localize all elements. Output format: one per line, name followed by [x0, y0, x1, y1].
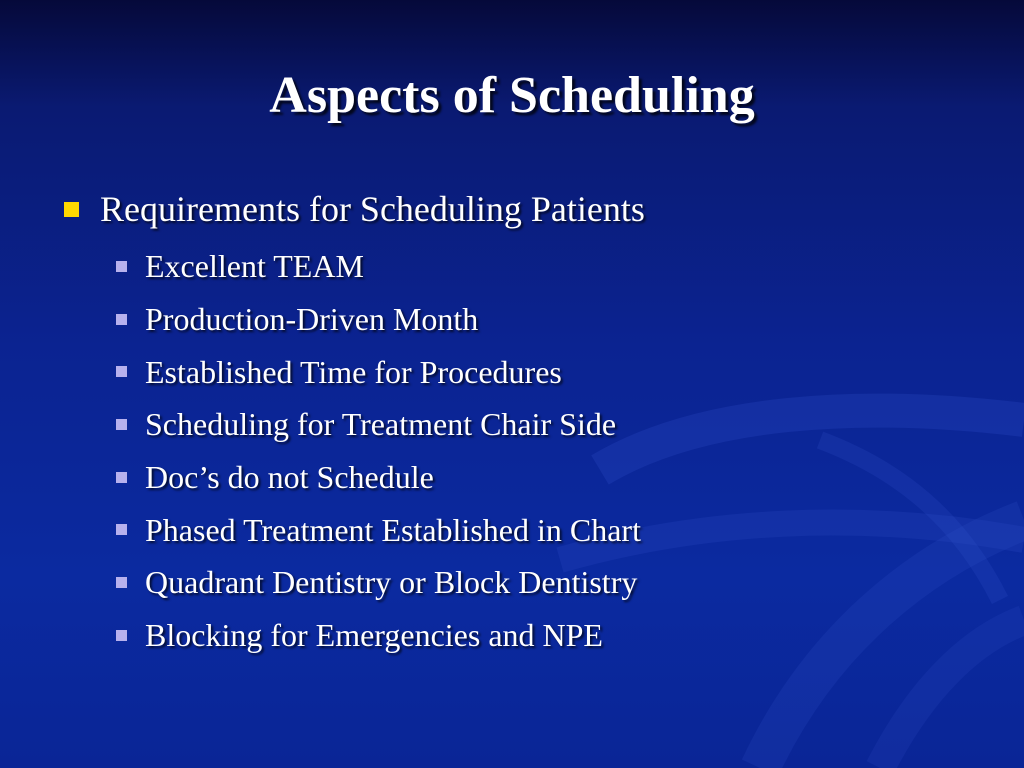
sub-bullet-item — [116, 556, 641, 609]
square-bullet-icon — [116, 472, 127, 483]
sub-bullet-item — [116, 293, 641, 346]
square-bullet-icon — [116, 366, 127, 377]
main-bullet-text: Requirements for Scheduling Patients — [100, 189, 645, 229]
square-bullet-icon — [116, 314, 127, 325]
sub-bullet-text: Production-Driven Month — [145, 301, 479, 338]
sub-bullet-text: Scheduling for Treatment Chair Side — [145, 406, 617, 443]
sub-bullet-item — [116, 240, 641, 293]
sub-bullet-text: Phased Treatment Established in Chart — [145, 511, 641, 548]
sub-bullet-item — [116, 451, 641, 504]
sub-bullet-text: Blocking for Emergencies and NPE — [145, 617, 603, 654]
sub-bullet-text: Quadrant Dentistry or Block Dentistry — [145, 564, 638, 601]
sub-bullet-item — [116, 398, 641, 451]
square-bullet-icon — [116, 630, 127, 641]
square-bullet-icon — [116, 524, 127, 535]
sub-bullet-item — [116, 345, 641, 398]
sub-bullet-item — [116, 609, 641, 662]
sub-bullet-item — [116, 503, 641, 556]
sub-bullet-list — [116, 240, 641, 662]
square-bullet-icon — [64, 202, 79, 217]
sub-bullet-text: Excellent TEAM — [145, 248, 364, 285]
main-bullet — [64, 184, 645, 234]
square-bullet-icon — [116, 261, 127, 272]
sub-bullet-text: Established Time for Procedures — [145, 353, 562, 390]
square-bullet-icon — [116, 419, 127, 430]
square-bullet-icon — [116, 577, 127, 588]
slide-title: Aspects of Scheduling — [269, 67, 755, 124]
sub-bullet-text: Doc’s do not Schedule — [145, 459, 434, 496]
